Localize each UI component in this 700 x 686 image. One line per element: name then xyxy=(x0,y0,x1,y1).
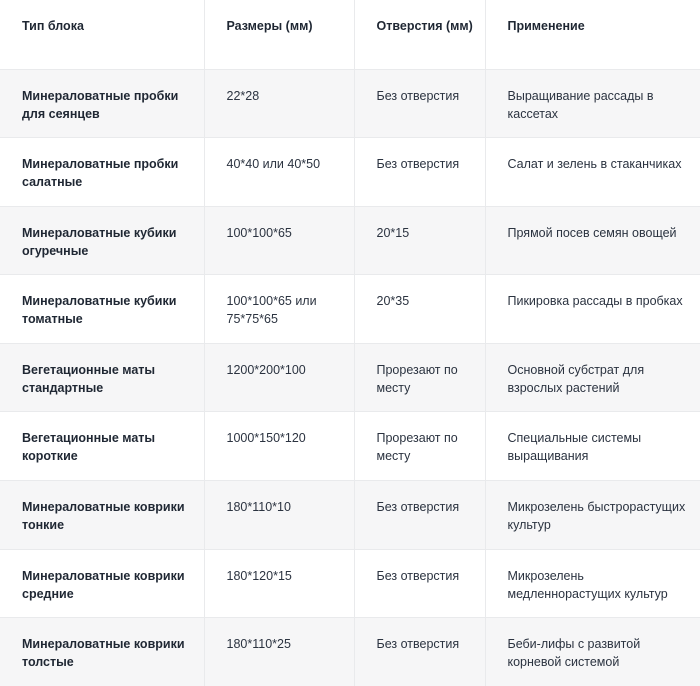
cell-holes: 20*15 xyxy=(354,206,485,275)
cell-block-type: Минераловатные пробки салатные xyxy=(0,138,204,207)
table-row xyxy=(0,275,700,344)
header-dimensions: Размеры (мм) xyxy=(204,0,354,69)
table-header-row xyxy=(0,0,700,69)
cell-holes: 20*35 xyxy=(354,275,485,344)
cell-application: Микрозелень быстрорастущих культур xyxy=(485,481,700,550)
cell-holes: Без отверстия xyxy=(354,549,485,618)
cell-block-type: Минераловатные коврики тонкие xyxy=(0,481,204,550)
cell-application: Салат и зелень в стаканчиках xyxy=(485,138,700,207)
header-application: Применение xyxy=(485,0,700,69)
cell-block-type: Минераловатные коврики толстые xyxy=(0,618,204,686)
cell-holes: Без отверстия xyxy=(354,618,485,686)
cell-dimensions: 22*28 xyxy=(204,69,354,138)
cell-block-type: Минераловатные кубики томатные xyxy=(0,275,204,344)
cell-application: Прямой посев семян овощей xyxy=(485,206,700,275)
cell-holes: Без отверстия xyxy=(354,481,485,550)
cell-holes: Прорезают по месту xyxy=(354,343,485,412)
cell-dimensions: 1000*150*120 xyxy=(204,412,354,481)
table-row xyxy=(0,618,700,686)
table-row xyxy=(0,481,700,550)
cell-block-type: Минераловатные коврики средние xyxy=(0,549,204,618)
cell-dimensions: 40*40 или 40*50 xyxy=(204,138,354,207)
cell-dimensions: 100*100*65 или 75*75*65 xyxy=(204,275,354,344)
cell-application: Беби-лифы с развитой корневой системой xyxy=(485,618,700,686)
cell-application: Пикировка рассады в пробках xyxy=(485,275,700,344)
cell-dimensions: 1200*200*100 xyxy=(204,343,354,412)
table-row xyxy=(0,69,700,138)
cell-dimensions: 100*100*65 xyxy=(204,206,354,275)
cell-application: Микрозелень медленнорастущих культур xyxy=(485,549,700,618)
table-row xyxy=(0,549,700,618)
table-row xyxy=(0,138,700,207)
cell-dimensions: 180*120*15 xyxy=(204,549,354,618)
header-block-type: Тип блока xyxy=(0,0,204,69)
cell-holes: Без отверстия xyxy=(354,69,485,138)
cell-block-type: Минераловатные пробки для сеянцев xyxy=(0,69,204,138)
cell-block-type: Вегетационные маты стандартные xyxy=(0,343,204,412)
cell-application: Выращивание рассады в кассетах xyxy=(485,69,700,138)
header-holes: Отверстия (мм) xyxy=(354,0,485,69)
cell-dimensions: 180*110*25 xyxy=(204,618,354,686)
cell-holes: Прорезают по месту xyxy=(354,412,485,481)
cell-block-type: Минераловатные кубики огуречные xyxy=(0,206,204,275)
cell-dimensions: 180*110*10 xyxy=(204,481,354,550)
table-row xyxy=(0,412,700,481)
cell-holes: Без отверстия xyxy=(354,138,485,207)
table-row xyxy=(0,343,700,412)
table-row xyxy=(0,206,700,275)
cell-block-type: Вегетационные маты короткие xyxy=(0,412,204,481)
cell-application: Основной субстрат для взрослых растений xyxy=(485,343,700,412)
cell-application: Специальные системы выращивания xyxy=(485,412,700,481)
